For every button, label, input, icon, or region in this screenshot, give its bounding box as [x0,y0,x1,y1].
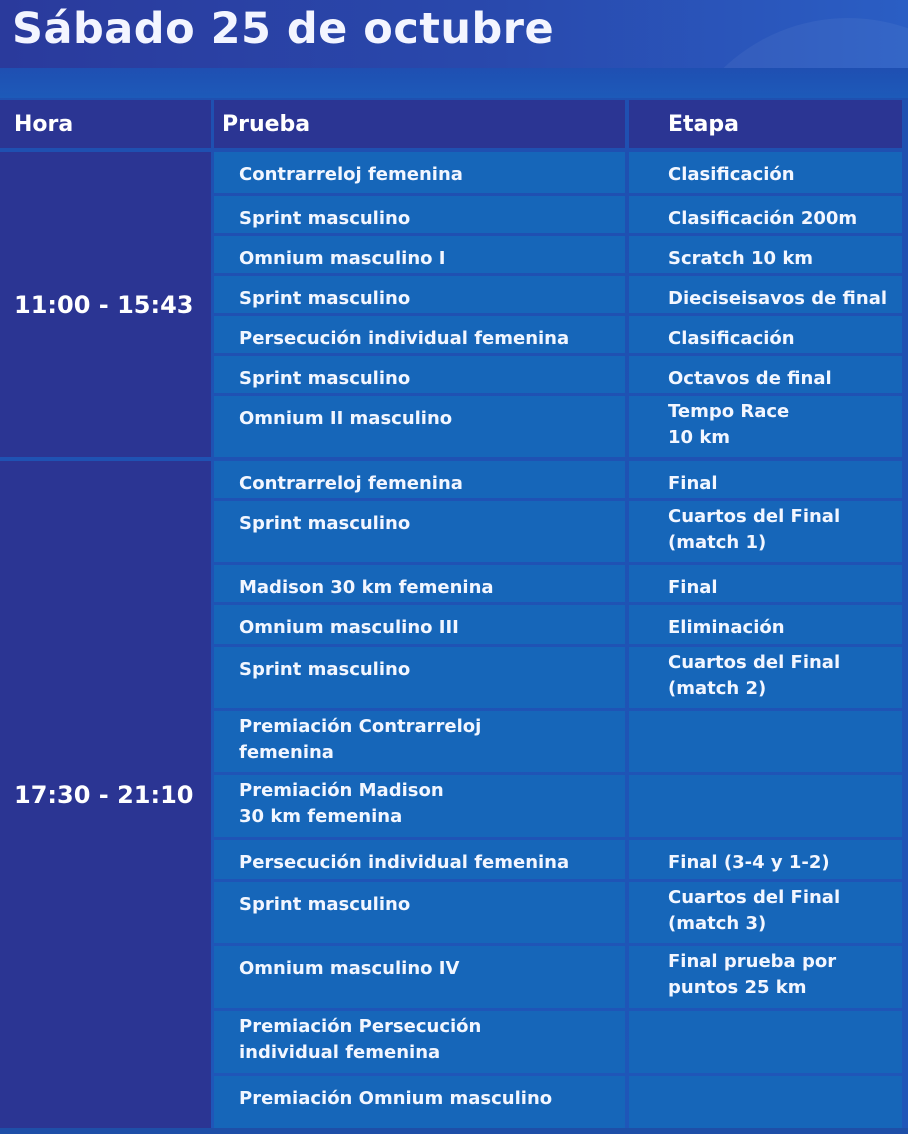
prueba-cell [214,840,625,879]
prueba-text: femenina [239,741,334,763]
etapa-text: 10 km [668,426,731,448]
bottom-strip [0,1128,908,1134]
decorative-arc [668,18,908,68]
etapa-cell [629,605,902,644]
prueba-text: Madison 30 km femenina [239,577,494,598]
etapa-text: (match 3) [668,912,767,934]
etapa-text: Tempo Race [668,401,790,422]
prueba-cell [214,316,625,353]
prueba-text: individual femenina [239,1041,441,1063]
etapa-text: Clasificación 200m [668,208,858,229]
etapa-text: (match 1) [668,531,767,553]
prueba-text: Premiación Madison [239,780,444,801]
prueba-cell [214,396,625,457]
prueba-text: Sprint masculino [239,368,411,389]
etapa-cell [629,1011,902,1073]
prueba-text: 30 km femenina [239,805,403,827]
etapa-cell [629,196,902,233]
etapa-cell [629,316,902,353]
prueba-cell [214,605,625,644]
etapa-cell [629,461,902,498]
etapa-cell [629,236,902,273]
etapa-cell [629,356,902,393]
header-etapa: Etapa [629,100,902,148]
etapa-text: Final [668,473,718,494]
etapa-cell [629,647,902,708]
prueba-cell [214,501,625,562]
prueba-cell [214,565,625,602]
prueba-cell [214,461,625,498]
etapa-text: Final [668,577,718,598]
header-prueba: Prueba [214,100,625,148]
etapa-cell [629,565,902,602]
prueba-text: Omnium masculino IV [239,958,460,979]
time-slot-label: 11:00 - 15:43 [14,290,194,319]
etapa-cell [629,1076,902,1128]
etapa-text: puntos 25 km [668,976,807,998]
etapa-cell [629,276,902,313]
prueba-cell [214,882,625,943]
prueba-cell [214,775,625,837]
etapa-cell [629,946,902,1008]
prueba-cell [214,647,625,708]
etapa-text: Final prueba por [668,951,837,972]
time-slot-morning [0,152,211,457]
etapa-cell [629,882,902,943]
prueba-text: Persecución individual femenina [239,328,570,349]
prueba-text: Sprint masculino [239,288,411,309]
etapa-cell [629,152,902,193]
prueba-text: Contrarreloj femenina [239,473,463,494]
etapa-text: Cuartos del Final [668,887,841,908]
prueba-cell [214,946,625,1008]
etapa-text: Dieciseisavos de final [668,288,888,309]
prueba-text: Sprint masculino [239,894,411,915]
etapa-text: Final (3-4 y 1-2) [668,852,830,873]
prueba-cell [214,711,625,772]
etapa-text: Clasificación [668,328,795,349]
time-slot-afternoon [0,461,211,1128]
header-hora: Hora [0,100,211,148]
etapa-text: Cuartos del Final [668,652,841,673]
prueba-cell [214,1076,625,1128]
etapa-cell [629,711,902,772]
time-slot-label: 17:30 - 21:10 [14,780,194,809]
etapa-text: Clasificación [668,164,795,185]
prueba-text: Sprint masculino [239,208,411,229]
etapa-text: (match 2) [668,677,767,699]
etapa-cell [629,396,902,457]
prueba-text: Premiación Omnium masculino [239,1088,553,1109]
prueba-text: Contrarreloj femenina [239,164,463,185]
prueba-text: Persecución individual femenina [239,852,570,873]
prueba-text: Sprint masculino [239,659,411,680]
prueba-cell [214,1011,625,1073]
prueba-text: Omnium II masculino [239,408,453,429]
page-title: Sábado 25 de octubre [12,4,555,54]
etapa-text: Cuartos del Final [668,506,841,527]
etapa-cell [629,775,902,837]
prueba-cell [214,152,625,193]
prueba-cell [214,236,625,273]
prueba-text: Premiación Persecución [239,1016,482,1037]
prueba-cell [214,196,625,233]
prueba-cell [214,356,625,393]
etapa-text: Scratch 10 km [668,248,814,269]
etapa-text: Eliminación [668,617,785,638]
etapa-cell [629,840,902,879]
prueba-cell [214,276,625,313]
etapa-text: Octavos de final [668,368,832,389]
prueba-text: Sprint masculino [239,513,411,534]
prueba-text: Omnium masculino I [239,248,446,269]
prueba-text: Premiación Contrarreloj [239,716,482,737]
title-bar [0,0,908,68]
etapa-cell [629,501,902,562]
prueba-text: Omnium masculino III [239,617,459,638]
title-band [0,68,908,98]
